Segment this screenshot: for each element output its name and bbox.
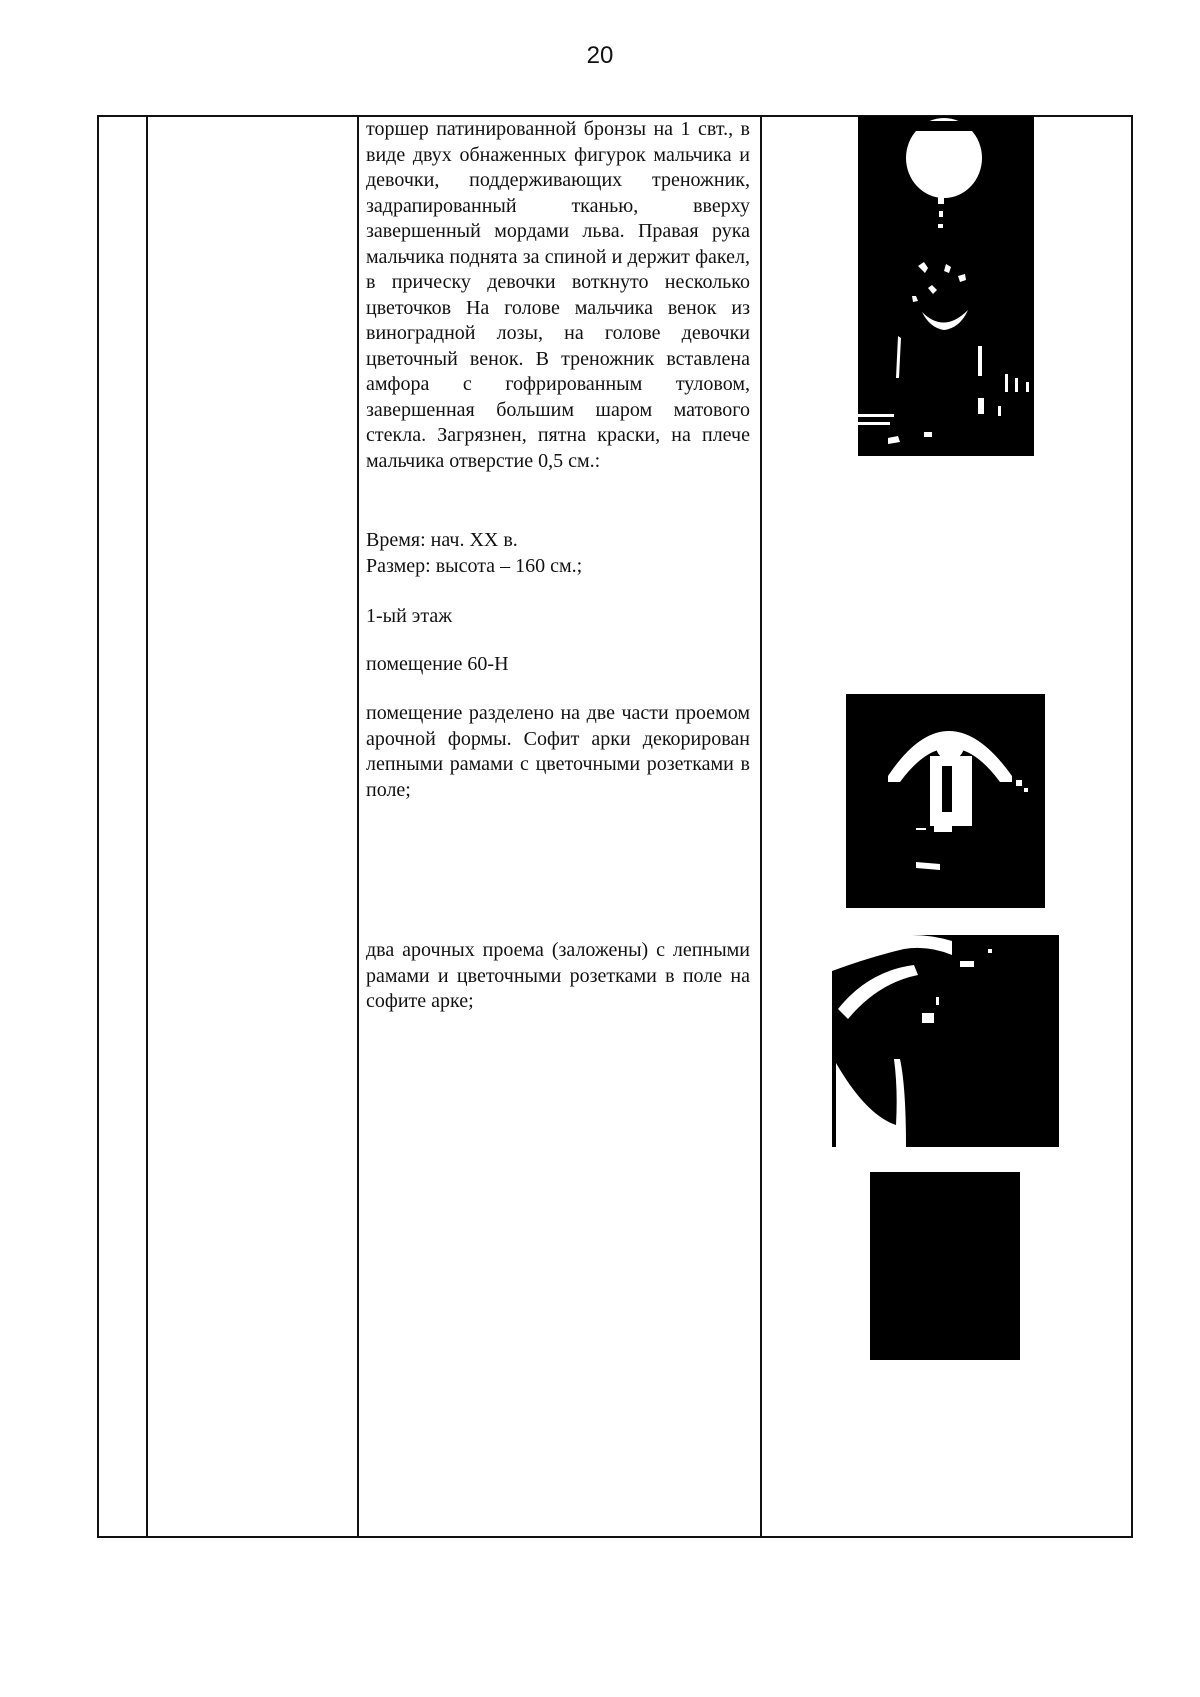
size-text: Размер: высота – 160 см.;: [366, 555, 583, 577]
column-divider-1: [146, 117, 148, 1536]
floor-lamp-description: торшер патинированной бронзы на 1 свт., в виде двух обнаженных фигурок мальчика и девочки, поддерживающих треножник, задрапированный тканью, вверху завершенный мордами льва. Правая рука мальчика поднята за спиной и держит факел, в прическу девочки воткнуто несколько цветочков На голове мальчика венок из виноградной лозы, на голове девочки цветочный венок. В треножник вставлена амфора с гофрированным туловом, завершенная большим шаром матового стекла. Загрязнен, пятна краски, на плече мальчика отверстие 0,5 см.:: [366, 118, 750, 472]
floor-lamp-photo: [858, 116, 1034, 456]
page-number: 20: [586, 42, 614, 69]
dark-photo: [870, 1172, 1020, 1360]
arch-description: помещение разделено на две части проемом арочной формы. Софит арки декорирован лепными рамами с цветочными розетками в поле;: [366, 702, 750, 801]
column-divider-2: [357, 117, 359, 1536]
column-divider-3: [760, 117, 762, 1536]
arched-openings-description: два арочных проема (заложены) с лепными рамами и цветочными розетками в поле на софите арке;: [366, 939, 750, 1012]
floor-label: 1-ый этаж: [366, 605, 453, 627]
room-label: помещение 60-Н: [366, 653, 509, 675]
arch-soffit-photo: [832, 935, 1059, 1147]
dating-text: Время: нач. XX в.: [366, 529, 518, 551]
arch-photo: [846, 694, 1045, 908]
